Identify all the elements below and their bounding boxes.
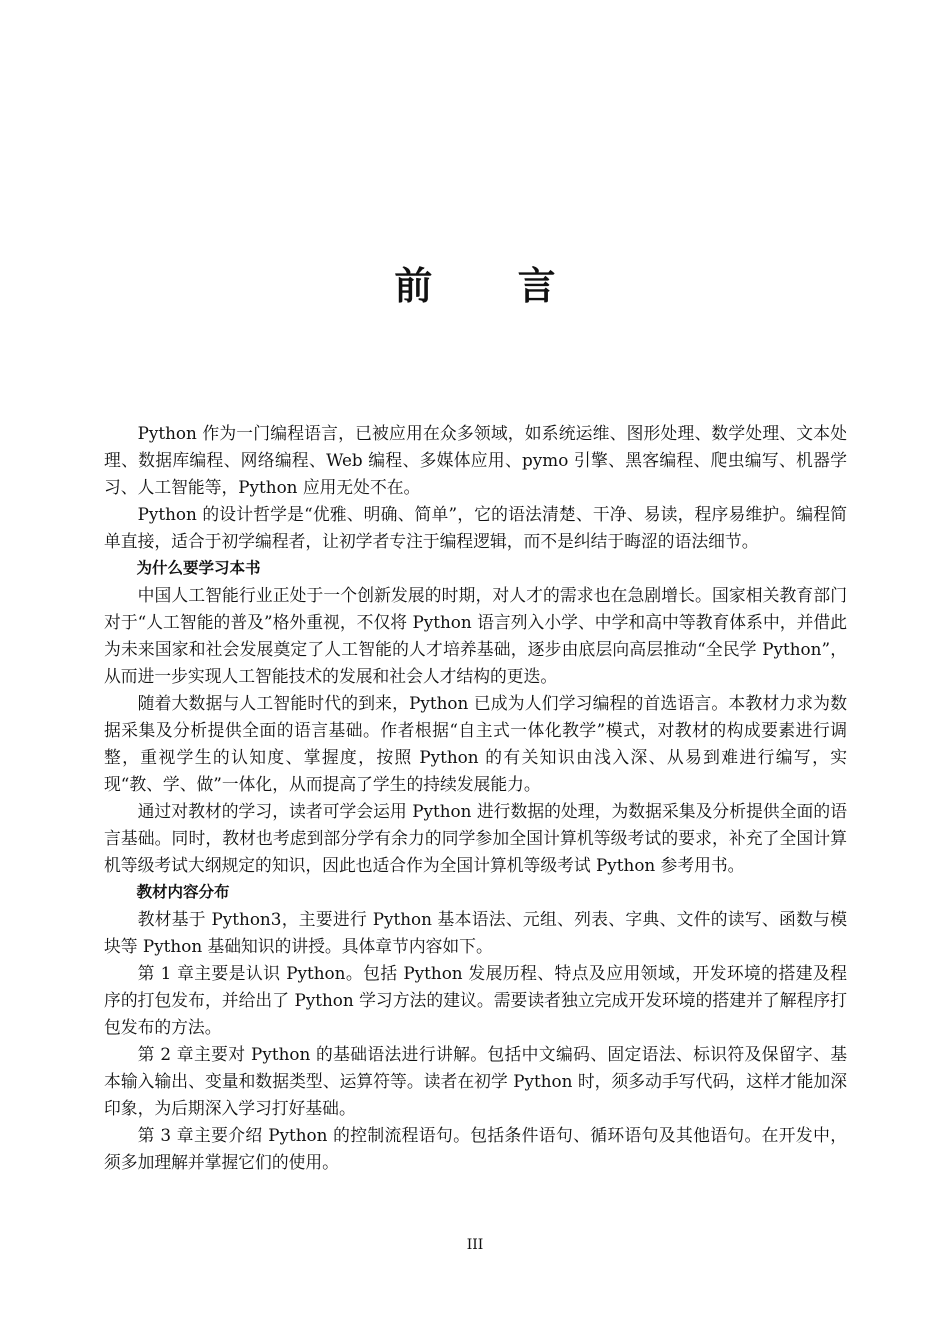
paragraph-chapter-2: 第 2 章主要对 Python 的基础语法进行讲解。包括中文编码、固定语法、标识符及保留字、基本输入输出、变量和数据类型、运算符等。读者在初学 Python 时，须多动手写代码，这样才能加深印象，为后期深入学习打好基础。: [104, 1044, 847, 1118]
preface-body: [104, 420, 847, 1176]
section-heading-why-learn: 为什么要学习本书: [136, 559, 261, 577]
paragraph-ai-industry: 中国人工智能行业正处于一个创新发展的时期，对人才的需求也在急剧增长。国家相关教育部门对于“人工智能的普及”格外重视，不仅将 Python 语言列入小学、中学和高中等教育体系中，并借此为未来国家和社会发展奠定了人工智能的人才培养基础，逐步由底层向高层推动“全民学 Python”，从而进一步实现人工智能技术的发展和社会人才结构的更迭。: [104, 585, 847, 686]
page-title: 前 言: [394, 264, 592, 308]
paragraph-chapter-1: 第 1 章主要是认识 Python。包括 Python 发展历程、特点及应用领域，开发环境的搭建及程序的打包发布，并给出了 Python 学习方法的建议。需要读者独立完成开发环境的搭建并了解程序打包发布的方法。: [104, 963, 847, 1037]
paragraph-big-data: 随着大数据与人工智能时代的到来，Python 已成为人们学习编程的首选语言。本教材力求为数据采集及分析提供全面的语言基础。作者根据“自主式一体化教学”模式，对教材的构成要素进行调整，重视学生的认知度、掌握度，按照 Python 的有关知识由浅入深、从易到难进行编写，实现“教、学、做”一体化，从而提高了学生的持续发展能力。: [104, 693, 847, 794]
page-number: III: [466, 1237, 484, 1253]
section-heading-content-distribution: 教材内容分布: [136, 883, 230, 901]
paragraph-content-overview: 教材基于 Python3，主要进行 Python 基本语法、元组、列表、字典、文件的读写、函数与模块等 Python 基础知识的讲授。具体章节内容如下。: [104, 909, 847, 956]
paragraph-learning-outcome: 通过对教材的学习，读者可学会运用 Python 进行数据的处理，为数据采集及分析提供全面的语言基础。同时，教材也考虑到部分学有余力的同学参加全国计算机等级考试的要求，补充了全国计算机等级考试大纲规定的知识，因此也适合作为全国计算机等级考试 Python 参考用书。: [104, 801, 847, 875]
paragraph-chapter-3: 第 3 章主要介绍 Python 的控制流程语句。包括条件语句、循环语句及其他语句。在开发中，须多加理解并掌握它们的使用。: [104, 1125, 847, 1172]
paragraph-philosophy: Python 的设计哲学是“优雅、明确、简单”，它的语法清楚、干净、易读，程序易维护。编程简单直接，适合于初学编程者，让初学者专注于编程逻辑，而不是纠结于晦涩的语法细节。: [104, 504, 847, 551]
paragraph-intro: Python 作为一门编程语言，已被应用在众多领域，如系统运维、图形处理、数学处理、文本处理、数据库编程、网络编程、Web 编程、多媒体应用、pymo 引擎、黑客编程、爬虫编写、机器学习、人工智能等，Python 应用无处不在。: [104, 423, 847, 497]
